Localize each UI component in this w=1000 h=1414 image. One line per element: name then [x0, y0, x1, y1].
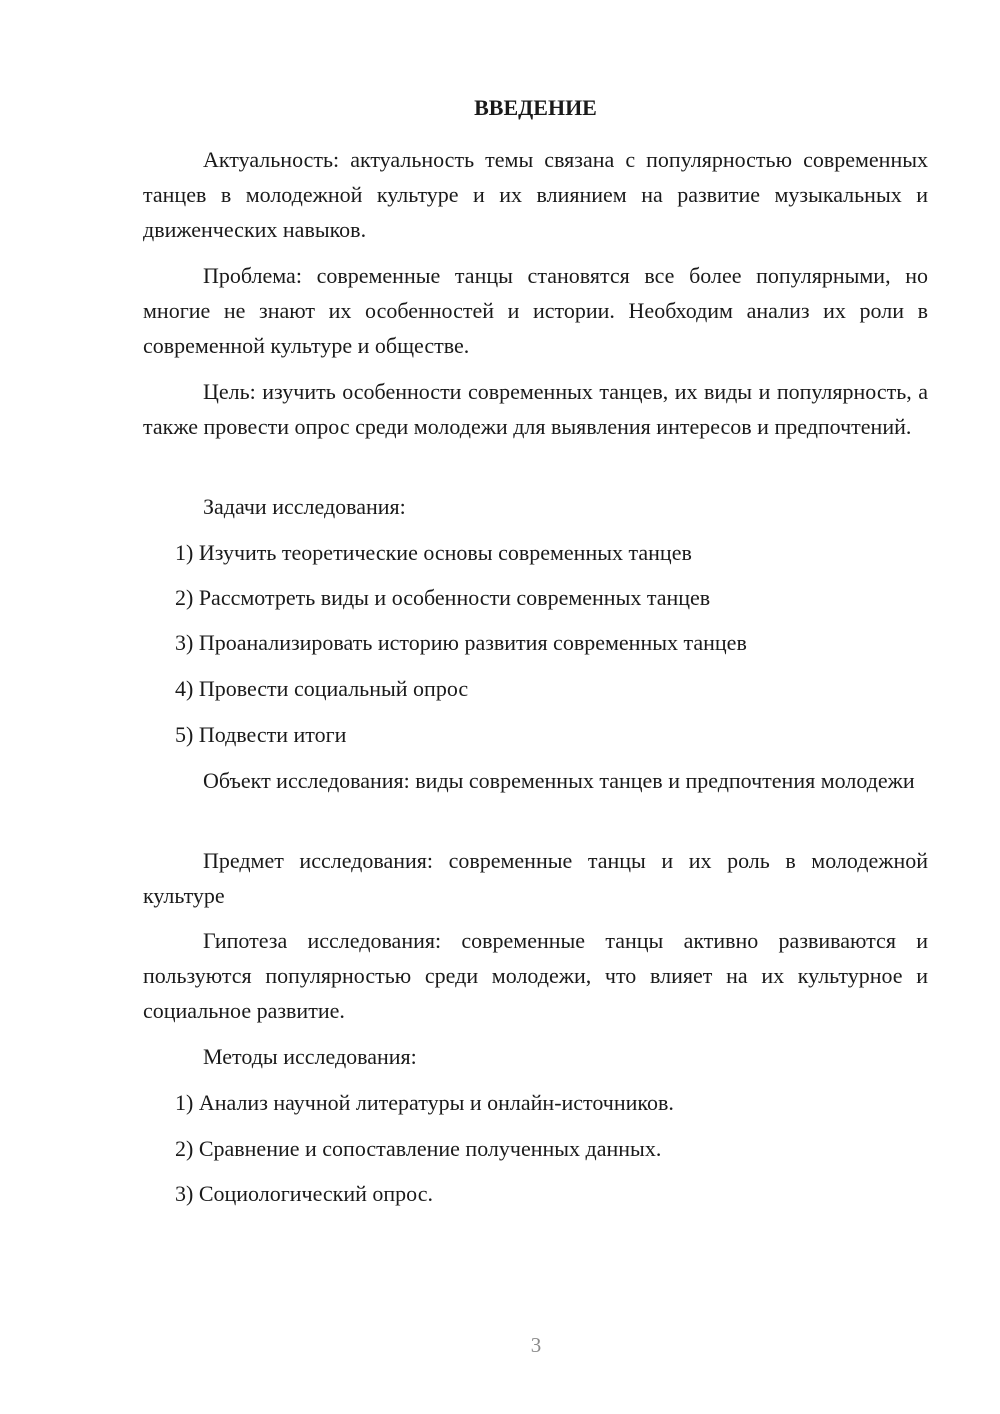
goal-paragraph: Цель: изучить особенности современных танцев, их виды и популярность, а также провести опрос среди молодежи для выявления интересов и предпочтений.	[143, 379, 928, 439]
tasks-heading: Задачи исследования:	[203, 494, 406, 519]
task-item: 1) Изучить теоретические основы современных танцев	[175, 540, 692, 565]
subject-paragraph: Предмет исследования: современные танцы и их роль в молодежной культуре	[143, 848, 928, 908]
task-item: 5) Подвести итоги	[175, 722, 347, 747]
method-item: 1) Анализ научной литературы и онлайн-источников.	[175, 1090, 674, 1115]
methods-heading: Методы исследования:	[203, 1044, 417, 1069]
object-paragraph: Объект исследования: виды современных танцев и предпочтения молодежи	[203, 768, 915, 793]
page-number: 3	[530, 1333, 542, 1357]
hypothesis-paragraph: Гипотеза исследования: современные танцы активно развиваются и пользуются популярностью среди молодежи, что влияет на их культурное и социальное развитие.	[143, 928, 928, 1023]
task-item: 3) Проанализировать историю развития современных танцев	[175, 630, 747, 655]
problem-paragraph: Проблема: современные танцы становятся все более популярными, но многие не знают их особенностей и истории. Необходим анализ их роли в современной культуре и обществе.	[143, 263, 928, 358]
task-item: 2) Рассмотреть виды и особенности современных танцев	[175, 585, 711, 610]
method-item: 2) Сравнение и сопоставление полученных данных.	[175, 1136, 662, 1161]
relevance-paragraph: Актуальность: актуальность темы связана с популярностью современных танцев в молодежной культуре и их влиянием на развитие музыкальных и движенческих навыков.	[143, 147, 928, 242]
method-item: 3) Социологический опрос.	[175, 1181, 433, 1206]
section-title: ВВЕДЕНИЕ	[474, 95, 597, 120]
task-item: 4) Провести социальный опрос	[175, 676, 469, 701]
